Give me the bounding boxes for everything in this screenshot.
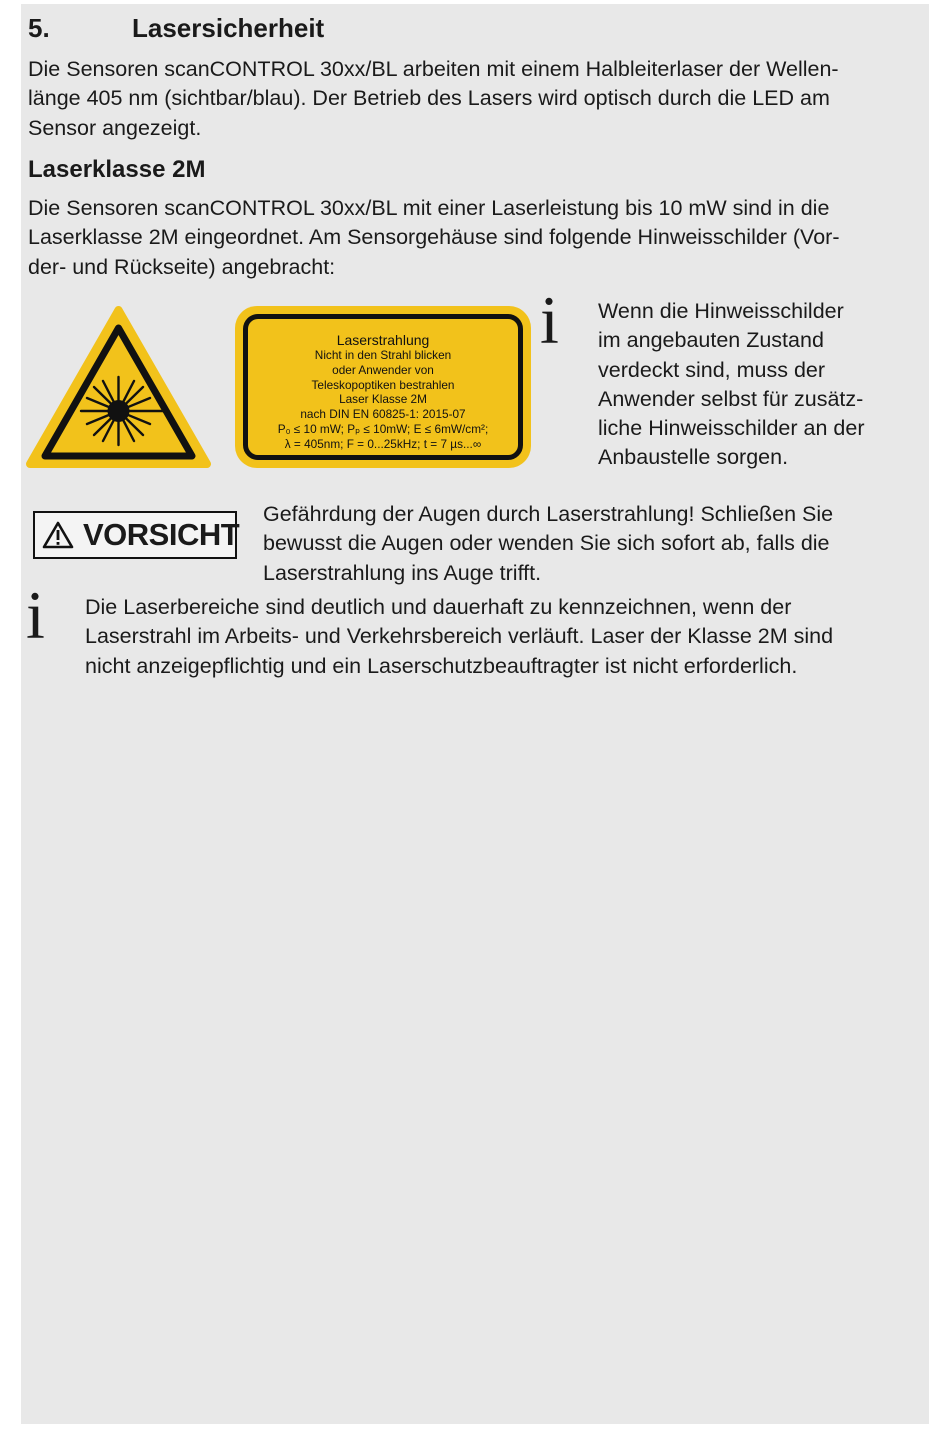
note-1-line: Anbaustelle sorgen. — [598, 445, 789, 470]
caution-paragraph — [263, 500, 833, 588]
note-1-line: verdeckt sind, muss der — [598, 357, 826, 382]
laser-warning-triangle-icon — [26, 304, 211, 470]
label-line: P₀ ≤ 10 mW; Pₚ ≤ 10mW; E ≤ 6mW/cm²; — [277, 421, 489, 436]
laser-info-label-text — [243, 314, 523, 460]
label-line: nach DIN EN 60825-1: 2015-07 — [300, 407, 466, 422]
caution-line: bewusst die Augen oder wenden Sie sich sofort ab, falls die — [263, 531, 830, 556]
label-line: Nicht in den Strahl blicken — [314, 348, 452, 362]
caution-line: Gefährdung der Augen durch Laserstrahlung! Schließen Sie — [263, 502, 834, 526]
caution-line: Laserstrahlung ins Auge trifft. — [263, 560, 542, 585]
note-1-line: Anwender selbst für zusätz- — [598, 386, 864, 411]
info-icon: i — [26, 577, 45, 653]
note-1-line: liche Hinweisschilder an der — [598, 416, 865, 441]
section-title: Lasersicherheit — [132, 13, 325, 43]
caution-label: VORSICHT — [83, 517, 240, 552]
note-1-paragraph — [598, 297, 864, 473]
label-line: Teleskopoptiken bestrahlen — [311, 377, 455, 392]
document-page — [21, 4, 929, 1424]
intro-paragraph — [28, 55, 839, 143]
caution-box — [33, 511, 240, 559]
intro-line: Sensor angezeigt. — [28, 115, 202, 140]
intro-line: länge 405 nm (sichtbar/blau). Der Betrieb des Lasers wird optisch durch die LED am — [28, 86, 830, 111]
laserclass-paragraph — [28, 194, 839, 282]
note-2-line: Die Laserbereiche sind deutlich und dauerhaft zu kennzeichnen, wenn der — [85, 595, 792, 619]
laserclass-line: der- und Rückseite) angebracht: — [28, 254, 336, 279]
note-1-line: im angebauten Zustand — [598, 328, 824, 353]
section-number: 5. — [28, 13, 50, 43]
label-line: Laserstrahlung — [336, 332, 430, 348]
laser-info-label — [235, 306, 531, 468]
note-2-paragraph — [85, 593, 833, 681]
intro-line: Die Sensoren scanCONTROL 30xx/BL arbeiten mit einem Halbleiterlaser der Wellen- — [28, 57, 839, 81]
laserclass-line: Laserklasse 2M eingeordnet. Am Sensorgehäuse sind folgende Hinweisschilder (Vor- — [28, 225, 840, 250]
label-line: λ = 405nm; F = 0...25kHz; t = 7 µs...∞ — [284, 436, 482, 451]
laserclass-line: Die Sensoren scanCONTROL 30xx/BL mit einer Laserleistung bis 10 mW sind in die — [28, 196, 830, 220]
laserclass-heading: Laserklasse 2M — [28, 156, 206, 183]
label-line: Laser Klasse 2M — [339, 392, 427, 407]
warning-triangle-icon — [42, 521, 74, 549]
note-1-line: Wenn die Hinweisschilder — [598, 299, 844, 323]
note-2-line: Laserstrahl im Arbeits- und Verkehrsbereich verläuft. Laser der Klasse 2M sind — [85, 624, 834, 649]
note-2-line: nicht anzeigepflichtig und ein Laserschutzbeauftragter ist nicht erforderlich. — [85, 653, 798, 678]
info-icon: i — [540, 282, 559, 358]
label-line: oder Anwender von — [332, 362, 434, 377]
